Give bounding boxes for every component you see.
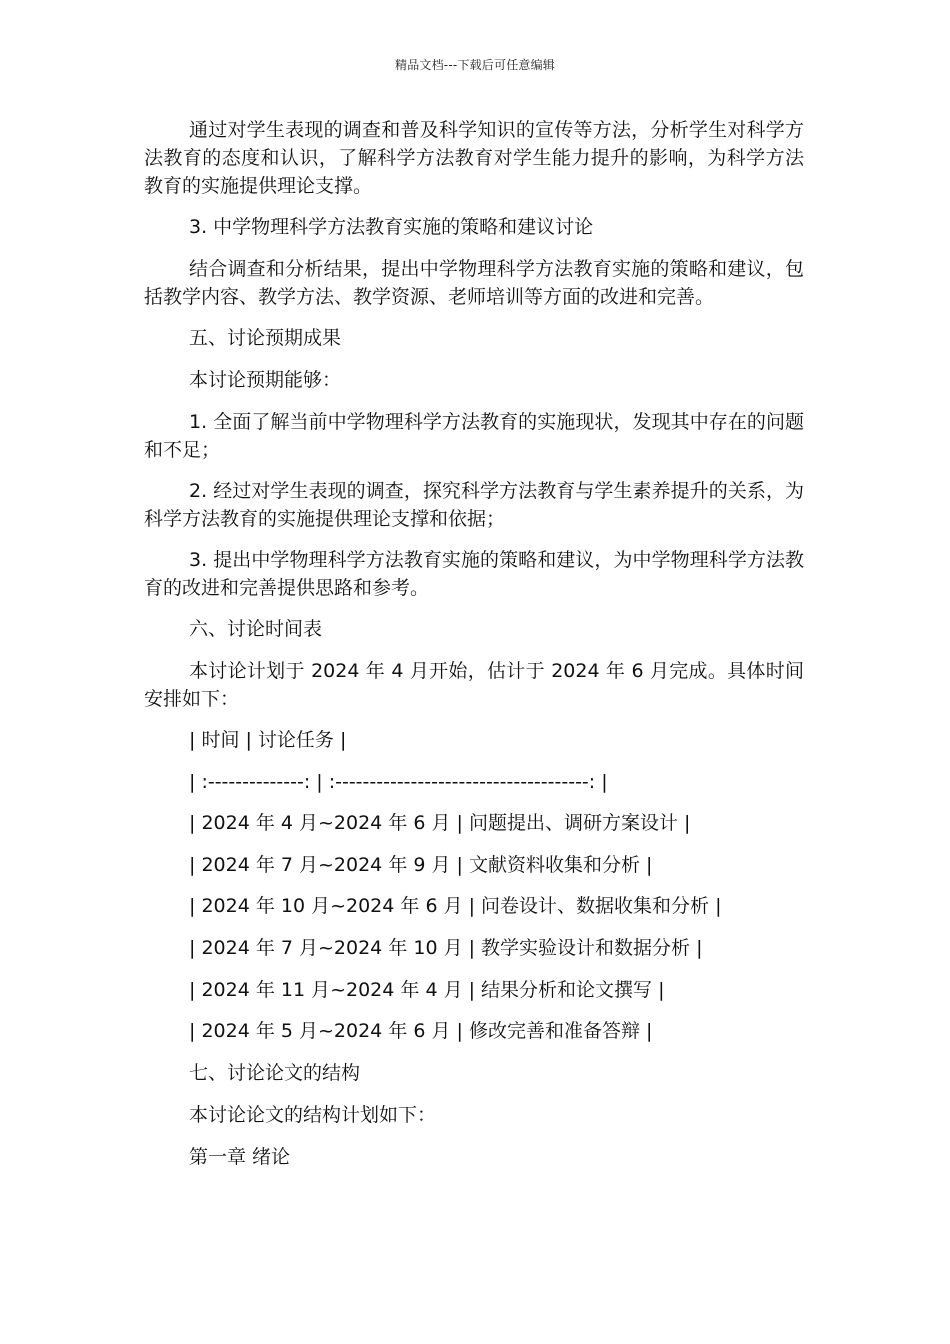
- expected-result-3: 3. 提出中学物理科学方法教育实施的策略和建议，为中学物理科学方法教育的改进和完善提供思路和参考。: [144, 549, 804, 599]
- paragraph-expected-intro: 本讨论预期能够：: [189, 369, 342, 391]
- timeline-table-row: | 2024 年 11 月~2024 年 4 月 | 结果分析和论文撰写 |: [189, 978, 665, 1001]
- paragraph-item-3-heading: 3. 中学物理科学方法教育实施的策略和建议讨论: [189, 216, 594, 238]
- timeline-table-row: | 2024 年 4 月~2024 年 6 月 | 问题提出、调研方案设计 |: [189, 812, 691, 835]
- chapter-1-title: 第一章 绪论: [189, 1145, 291, 1168]
- paragraph-strategy-description: 结合调查和分析结果，提出中学物理科学方法教育实施的策略和建议，包括教学内容、教学方法、教学资源、老师培训等方面的改进和完善。: [144, 258, 804, 308]
- section-heading-timeline: 六、讨论时间表: [189, 618, 323, 640]
- timeline-table-header: | 时间 | 讨论任务 |: [189, 729, 347, 751]
- timeline-table-row: | 2024 年 10 月~2024 年 6 月 | 问卷设计、数据收集和分析 |: [189, 895, 722, 918]
- expected-result-2: 2. 经过对学生表现的调查，探究科学方法教育与学生素养提升的关系，为科学方法教育的实施提供理论支撑和依据；: [144, 480, 804, 530]
- timeline-table-row: | 2024 年 5 月~2024 年 6 月 | 修改完善和准备答辩 |: [189, 1020, 653, 1043]
- paragraph-method-description: 通过对学生表现的调查和普及科学知识的宣传等方法，分析学生对科学方法教育的态度和认识，了解科学方法教育对学生能力提升的影响，为科学方法教育的实施提供理论支撑。: [144, 119, 804, 197]
- timeline-table-separator: | :--------------: | :-------------------------------------: |: [189, 770, 608, 793]
- section-heading-structure: 七、讨论论文的结构: [189, 1061, 361, 1084]
- paragraph-structure-intro: 本讨论论文的结构计划如下：: [189, 1103, 437, 1126]
- timeline-table-row: | 2024 年 7 月~2024 年 9 月 | 文献资料收集和分析 |: [189, 853, 653, 876]
- expected-result-1: 1. 全面了解当前中学物理科学方法教育的实施现状，发现其中存在的问题和不足；: [144, 411, 804, 461]
- section-heading-expected-results: 五、讨论预期成果: [189, 327, 342, 349]
- timeline-table-row: | 2024 年 7 月~2024 年 10 月 | 教学实验设计和数据分析 |: [189, 936, 703, 959]
- document-body: [144, 116, 804, 1185]
- paragraph-timeline-intro: 本讨论计划于 2024 年 4 月开始，估计于 2024 年 6 月完成。具体时间安排如下：: [144, 660, 804, 710]
- page-header: 精品文档---下载后可任意编辑: [395, 58, 555, 72]
